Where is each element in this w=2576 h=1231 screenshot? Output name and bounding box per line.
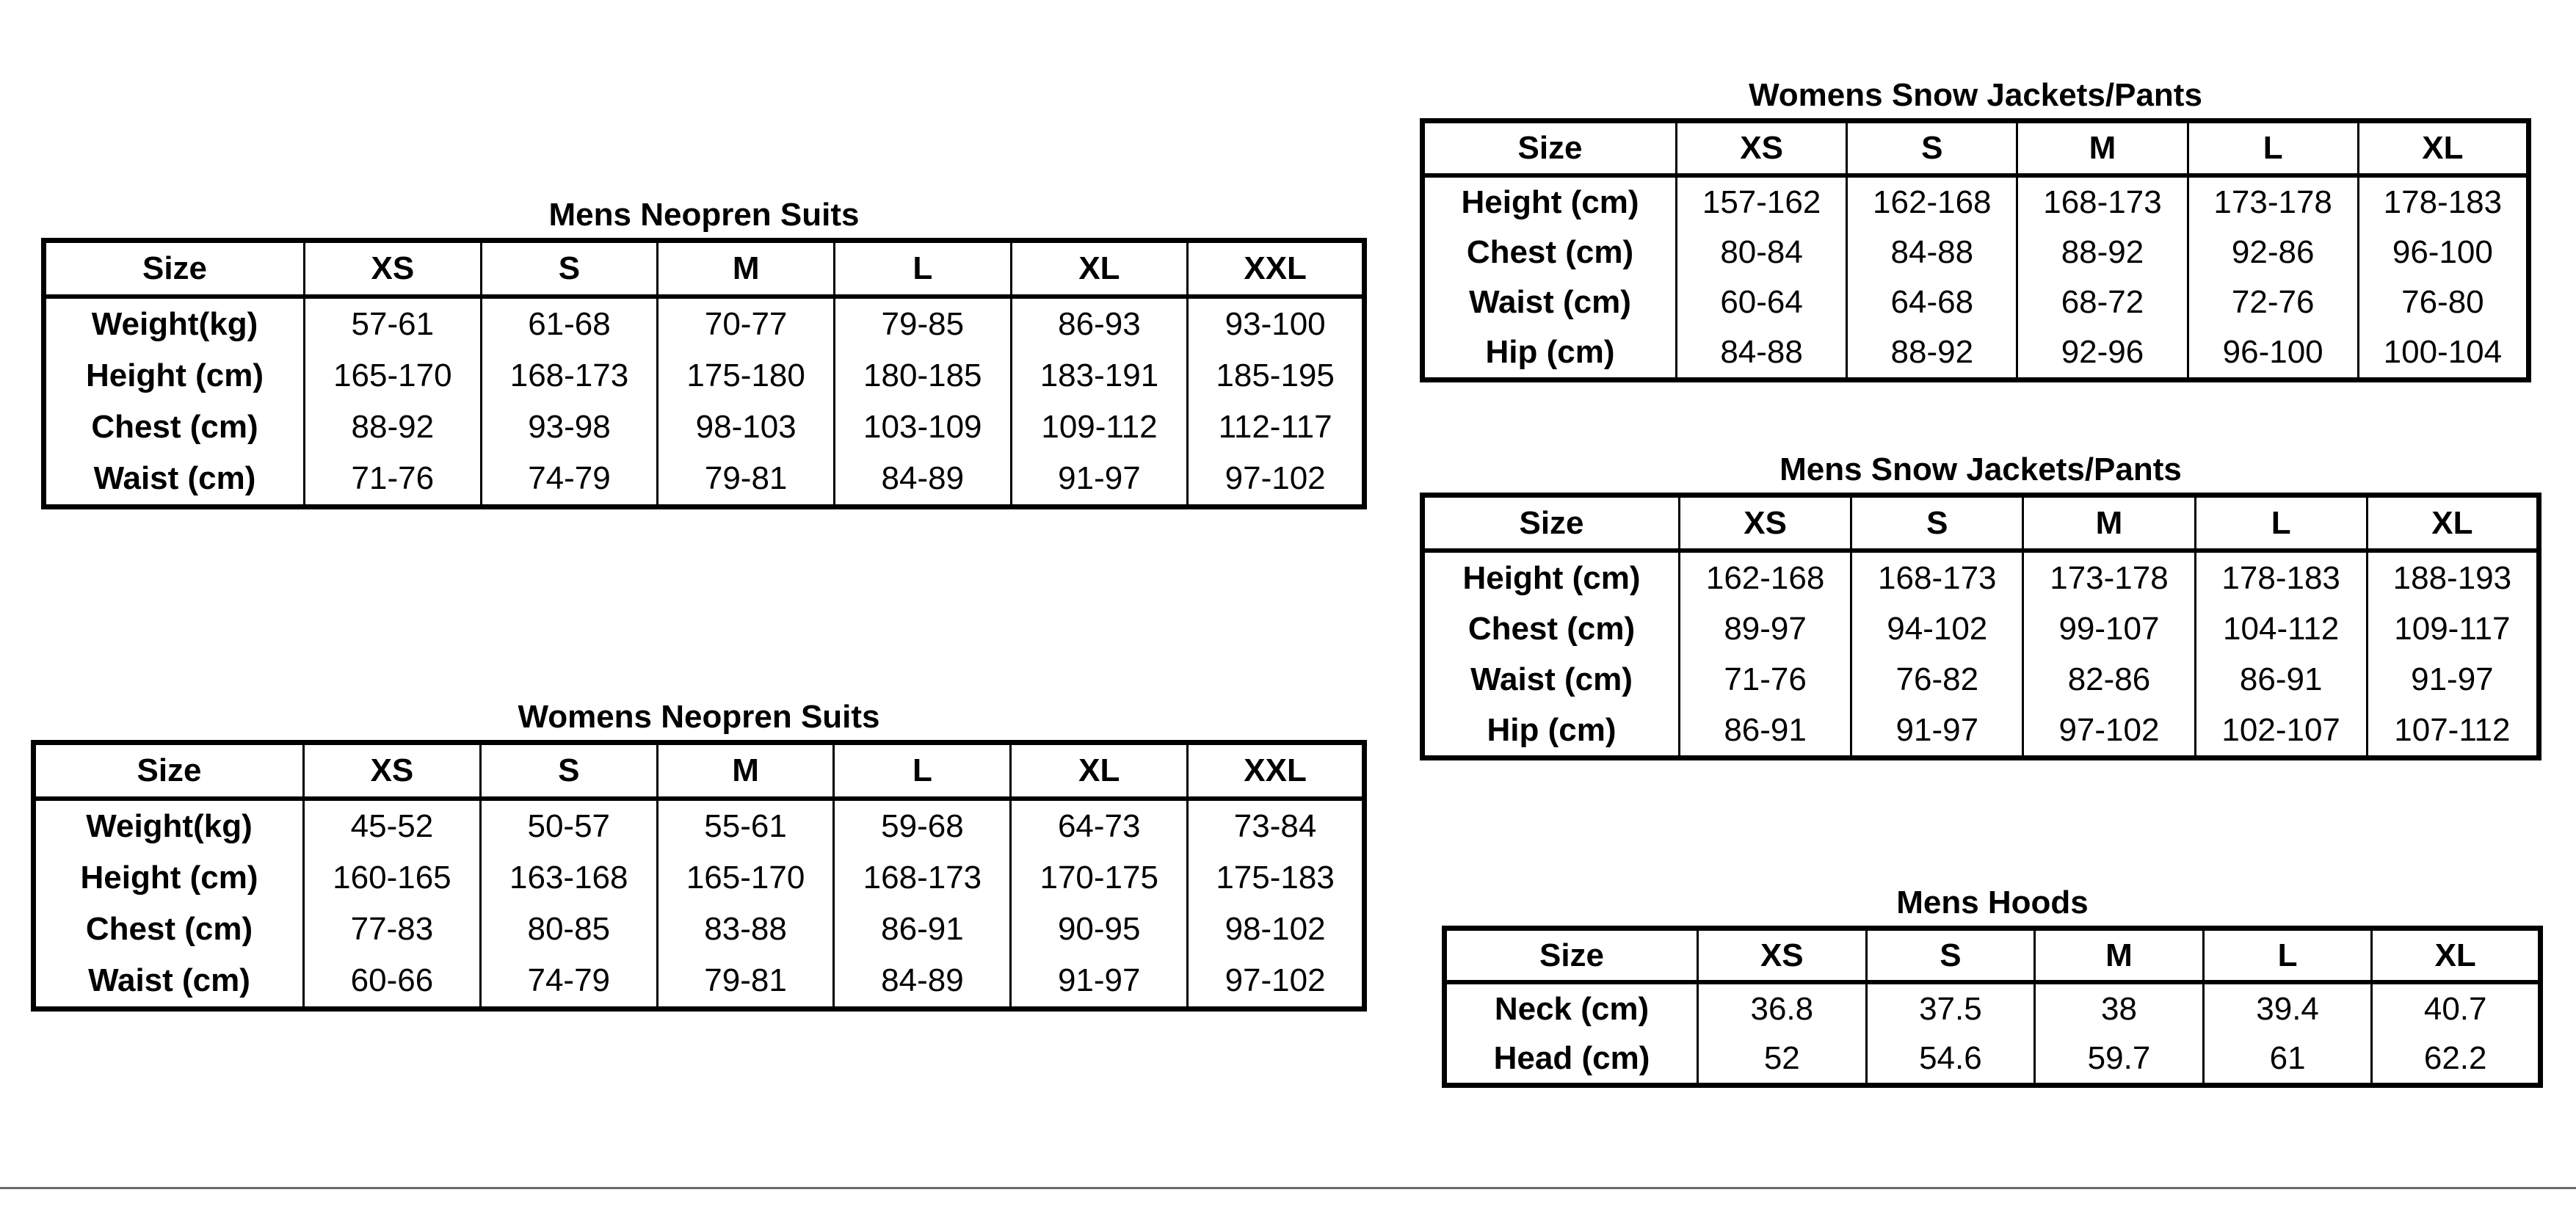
table-cell: 168-173: [834, 852, 1011, 904]
size-header-cell: Size: [1423, 121, 1677, 176]
size-column-header: XXL: [1188, 241, 1365, 297]
table-cell: 96-100: [2188, 327, 2358, 380]
row-label: Height (cm): [34, 852, 304, 904]
table-cell: 99-107: [2023, 603, 2195, 654]
row-label: Height (cm): [1423, 175, 1677, 228]
chart-title: Mens Hoods: [1896, 885, 2089, 920]
table-row: [1423, 551, 2539, 603]
size-header-cell: Size: [1445, 929, 1698, 983]
size-table: [1420, 493, 2541, 760]
size-column-header: XXL: [1188, 743, 1365, 799]
size-column-header: M: [2017, 121, 2188, 176]
row-label: Height (cm): [1423, 551, 1680, 603]
size-header-cell: Size: [1423, 495, 1680, 551]
table-row: [34, 955, 1365, 1009]
table-cell: 168-173: [2017, 175, 2188, 228]
table-cell: 102-107: [2195, 705, 2367, 758]
table-cell: 91-97: [2367, 654, 2539, 705]
table-cell: 165-170: [305, 350, 482, 402]
size-column-header: L: [2195, 495, 2367, 551]
table-cell: 76-82: [1851, 654, 2023, 705]
size-column-header: XL: [1011, 743, 1188, 799]
table-cell: 71-76: [305, 453, 482, 507]
table-cell: 55-61: [657, 799, 834, 852]
table-cell: 92-86: [2188, 228, 2358, 277]
row-label: Weight(kg): [34, 799, 304, 852]
table-row: [44, 350, 1365, 402]
header-row: [34, 743, 1365, 799]
row-label: Neck (cm): [1445, 982, 1698, 1034]
size-column-header: M: [658, 241, 835, 297]
size-column-header: XS: [1698, 929, 1867, 983]
table-cell: 170-175: [1011, 852, 1188, 904]
row-label: Waist (cm): [44, 453, 305, 507]
row-label: Waist (cm): [1423, 654, 1680, 705]
table-row: [34, 852, 1365, 904]
table-cell: 98-102: [1188, 904, 1365, 955]
table-cell: 79-81: [658, 453, 835, 507]
size-column-header: L: [2188, 121, 2358, 176]
table-cell: 178-183: [2358, 175, 2528, 228]
row-label: Chest (cm): [1423, 228, 1677, 277]
size-column-header: S: [480, 743, 657, 799]
table-cell: 70-77: [658, 297, 835, 350]
table-cell: 185-195: [1188, 350, 1365, 402]
table-cell: 68-72: [2017, 277, 2188, 327]
size-column-header: S: [481, 241, 658, 297]
table-cell: 86-91: [2195, 654, 2367, 705]
table-cell: 89-97: [1680, 603, 1851, 654]
table-cell: 59.7: [2035, 1034, 2204, 1086]
row-label: Weight(kg): [44, 297, 305, 350]
table-row: [1423, 603, 2539, 654]
table-cell: 91-97: [1011, 453, 1188, 507]
table-cell: 109-112: [1011, 402, 1188, 453]
table-cell: 86-93: [1011, 297, 1188, 350]
table-cell: 45-52: [304, 799, 481, 852]
table-cell: 157-162: [1677, 175, 1847, 228]
table-cell: 98-103: [658, 402, 835, 453]
size-column-header: XL: [2358, 121, 2528, 176]
table-cell: 88-92: [305, 402, 482, 453]
table-cell: 109-117: [2367, 603, 2539, 654]
size-column-header: XS: [305, 241, 482, 297]
size-column-header: S: [1866, 929, 2035, 983]
size-column-header: L: [2203, 929, 2372, 983]
table-cell: 52: [1698, 1034, 1867, 1086]
table-cell: 88-92: [2017, 228, 2188, 277]
table-row: [1423, 705, 2539, 758]
size-column-header: S: [1851, 495, 2023, 551]
row-label: Chest (cm): [44, 402, 305, 453]
size-column-header: M: [657, 743, 834, 799]
table-cell: 73-84: [1188, 799, 1365, 852]
table-cell: 84-88: [1847, 228, 2017, 277]
header-row: [1445, 929, 2541, 983]
mens-snow-chart: [1420, 447, 2541, 760]
table-cell: 37.5: [1866, 982, 2035, 1034]
table-cell: 76-80: [2358, 277, 2528, 327]
table-cell: 175-183: [1188, 852, 1365, 904]
chart-title: Womens Neopren Suits: [518, 699, 880, 735]
table-cell: 61: [2203, 1034, 2372, 1086]
table-cell: 62.2: [2372, 1034, 2541, 1086]
table-cell: 82-86: [2023, 654, 2195, 705]
size-table: [31, 740, 1367, 1012]
table-cell: 80-84: [1677, 228, 1847, 277]
size-column-header: L: [834, 241, 1011, 297]
size-column-header: XS: [1680, 495, 1851, 551]
table-cell: 86-91: [1680, 705, 1851, 758]
chart-title: Mens Neopren Suits: [548, 197, 860, 233]
table-cell: 38: [2035, 982, 2204, 1034]
row-label: Hip (cm): [1423, 705, 1680, 758]
table-cell: 91-97: [1851, 705, 2023, 758]
table-row: [1423, 228, 2529, 277]
table-cell: 88-92: [1847, 327, 2017, 380]
size-column-header: M: [2035, 929, 2204, 983]
size-table: [1442, 926, 2543, 1088]
table-cell: 80-85: [480, 904, 657, 955]
table-cell: 61-68: [481, 297, 658, 350]
womens-snow-chart: [1420, 73, 2531, 382]
table-cell: 168-173: [1851, 551, 2023, 603]
chart-title: Womens Snow Jackets/Pants: [1749, 77, 2202, 113]
table-cell: 71-76: [1680, 654, 1851, 705]
table-cell: 188-193: [2367, 551, 2539, 603]
size-column-header: XS: [1677, 121, 1847, 176]
table-row: [1445, 1034, 2541, 1086]
table-row: [44, 402, 1365, 453]
table-cell: 160-165: [304, 852, 481, 904]
table-cell: 84-89: [834, 955, 1011, 1009]
table-cell: 180-185: [834, 350, 1011, 402]
size-table: [1420, 118, 2531, 382]
table-cell: 77-83: [304, 904, 481, 955]
table-cell: 165-170: [657, 852, 834, 904]
table-cell: 83-88: [657, 904, 834, 955]
table-row: [1423, 327, 2529, 380]
table-cell: 93-100: [1188, 297, 1365, 350]
row-label: Head (cm): [1445, 1034, 1698, 1086]
footer-divider: [0, 1187, 2576, 1189]
table-cell: 162-168: [1847, 175, 2017, 228]
table-cell: 91-97: [1011, 955, 1188, 1009]
table-cell: 94-102: [1851, 603, 2023, 654]
table-row: [1423, 175, 2529, 228]
row-label: Chest (cm): [1423, 603, 1680, 654]
table-cell: 36.8: [1698, 982, 1867, 1034]
table-cell: 107-112: [2367, 705, 2539, 758]
table-cell: 79-81: [657, 955, 834, 1009]
table-cell: 84-89: [834, 453, 1011, 507]
table-row: [34, 904, 1365, 955]
table-cell: 103-109: [834, 402, 1011, 453]
size-header-cell: Size: [44, 241, 305, 297]
table-cell: 163-168: [480, 852, 657, 904]
size-column-header: XS: [304, 743, 481, 799]
chart-title: Mens Snow Jackets/Pants: [1779, 451, 2182, 487]
table-cell: 60-66: [304, 955, 481, 1009]
size-column-header: XL: [2372, 929, 2541, 983]
table-cell: 104-112: [2195, 603, 2367, 654]
table-cell: 84-88: [1677, 327, 1847, 380]
table-cell: 74-79: [481, 453, 658, 507]
header-row: [44, 241, 1365, 297]
table-cell: 60-64: [1677, 277, 1847, 327]
table-cell: 97-102: [1188, 955, 1365, 1009]
table-cell: 100-104: [2358, 327, 2528, 380]
table-cell: 64-68: [1847, 277, 2017, 327]
table-cell: 90-95: [1011, 904, 1188, 955]
mens-hoods-chart: [1442, 880, 2543, 1088]
table-row: [34, 799, 1365, 852]
table-cell: 112-117: [1188, 402, 1365, 453]
row-label: Waist (cm): [1423, 277, 1677, 327]
table-row: [1423, 277, 2529, 327]
table-cell: 72-76: [2188, 277, 2358, 327]
mens-neopren-chart: [41, 192, 1367, 509]
header-row: [1423, 495, 2539, 551]
table-cell: 96-100: [2358, 228, 2528, 277]
row-label: Height (cm): [44, 350, 305, 402]
table-cell: 178-183: [2195, 551, 2367, 603]
size-column-header: S: [1847, 121, 2017, 176]
table-cell: 86-91: [834, 904, 1011, 955]
table-cell: 39.4: [2203, 982, 2372, 1034]
table-cell: 162-168: [1680, 551, 1851, 603]
table-cell: 40.7: [2372, 982, 2541, 1034]
table-row: [44, 453, 1365, 507]
table-cell: 50-57: [480, 799, 657, 852]
table-cell: 173-178: [2188, 175, 2358, 228]
table-cell: 183-191: [1011, 350, 1188, 402]
size-column-header: M: [2023, 495, 2195, 551]
table-cell: 57-61: [305, 297, 482, 350]
row-label: Chest (cm): [34, 904, 304, 955]
size-header-cell: Size: [34, 743, 304, 799]
womens-neopren-chart: [31, 694, 1367, 1012]
header-row: [1423, 121, 2529, 176]
row-label: Waist (cm): [34, 955, 304, 1009]
size-column-header: XL: [1011, 241, 1188, 297]
table-cell: 64-73: [1011, 799, 1188, 852]
table-cell: 59-68: [834, 799, 1011, 852]
table-cell: 79-85: [834, 297, 1011, 350]
table-cell: 93-98: [481, 402, 658, 453]
table-cell: 173-178: [2023, 551, 2195, 603]
table-cell: 97-102: [1188, 453, 1365, 507]
table-row: [1445, 982, 2541, 1034]
size-column-header: XL: [2367, 495, 2539, 551]
table-cell: 54.6: [1866, 1034, 2035, 1086]
row-label: Hip (cm): [1423, 327, 1677, 380]
table-cell: 92-96: [2017, 327, 2188, 380]
table-cell: 74-79: [480, 955, 657, 1009]
table-cell: 168-173: [481, 350, 658, 402]
table-row: [44, 297, 1365, 350]
size-column-header: L: [834, 743, 1011, 799]
table-cell: 97-102: [2023, 705, 2195, 758]
size-table: [41, 238, 1367, 509]
table-cell: 175-180: [658, 350, 835, 402]
table-row: [1423, 654, 2539, 705]
